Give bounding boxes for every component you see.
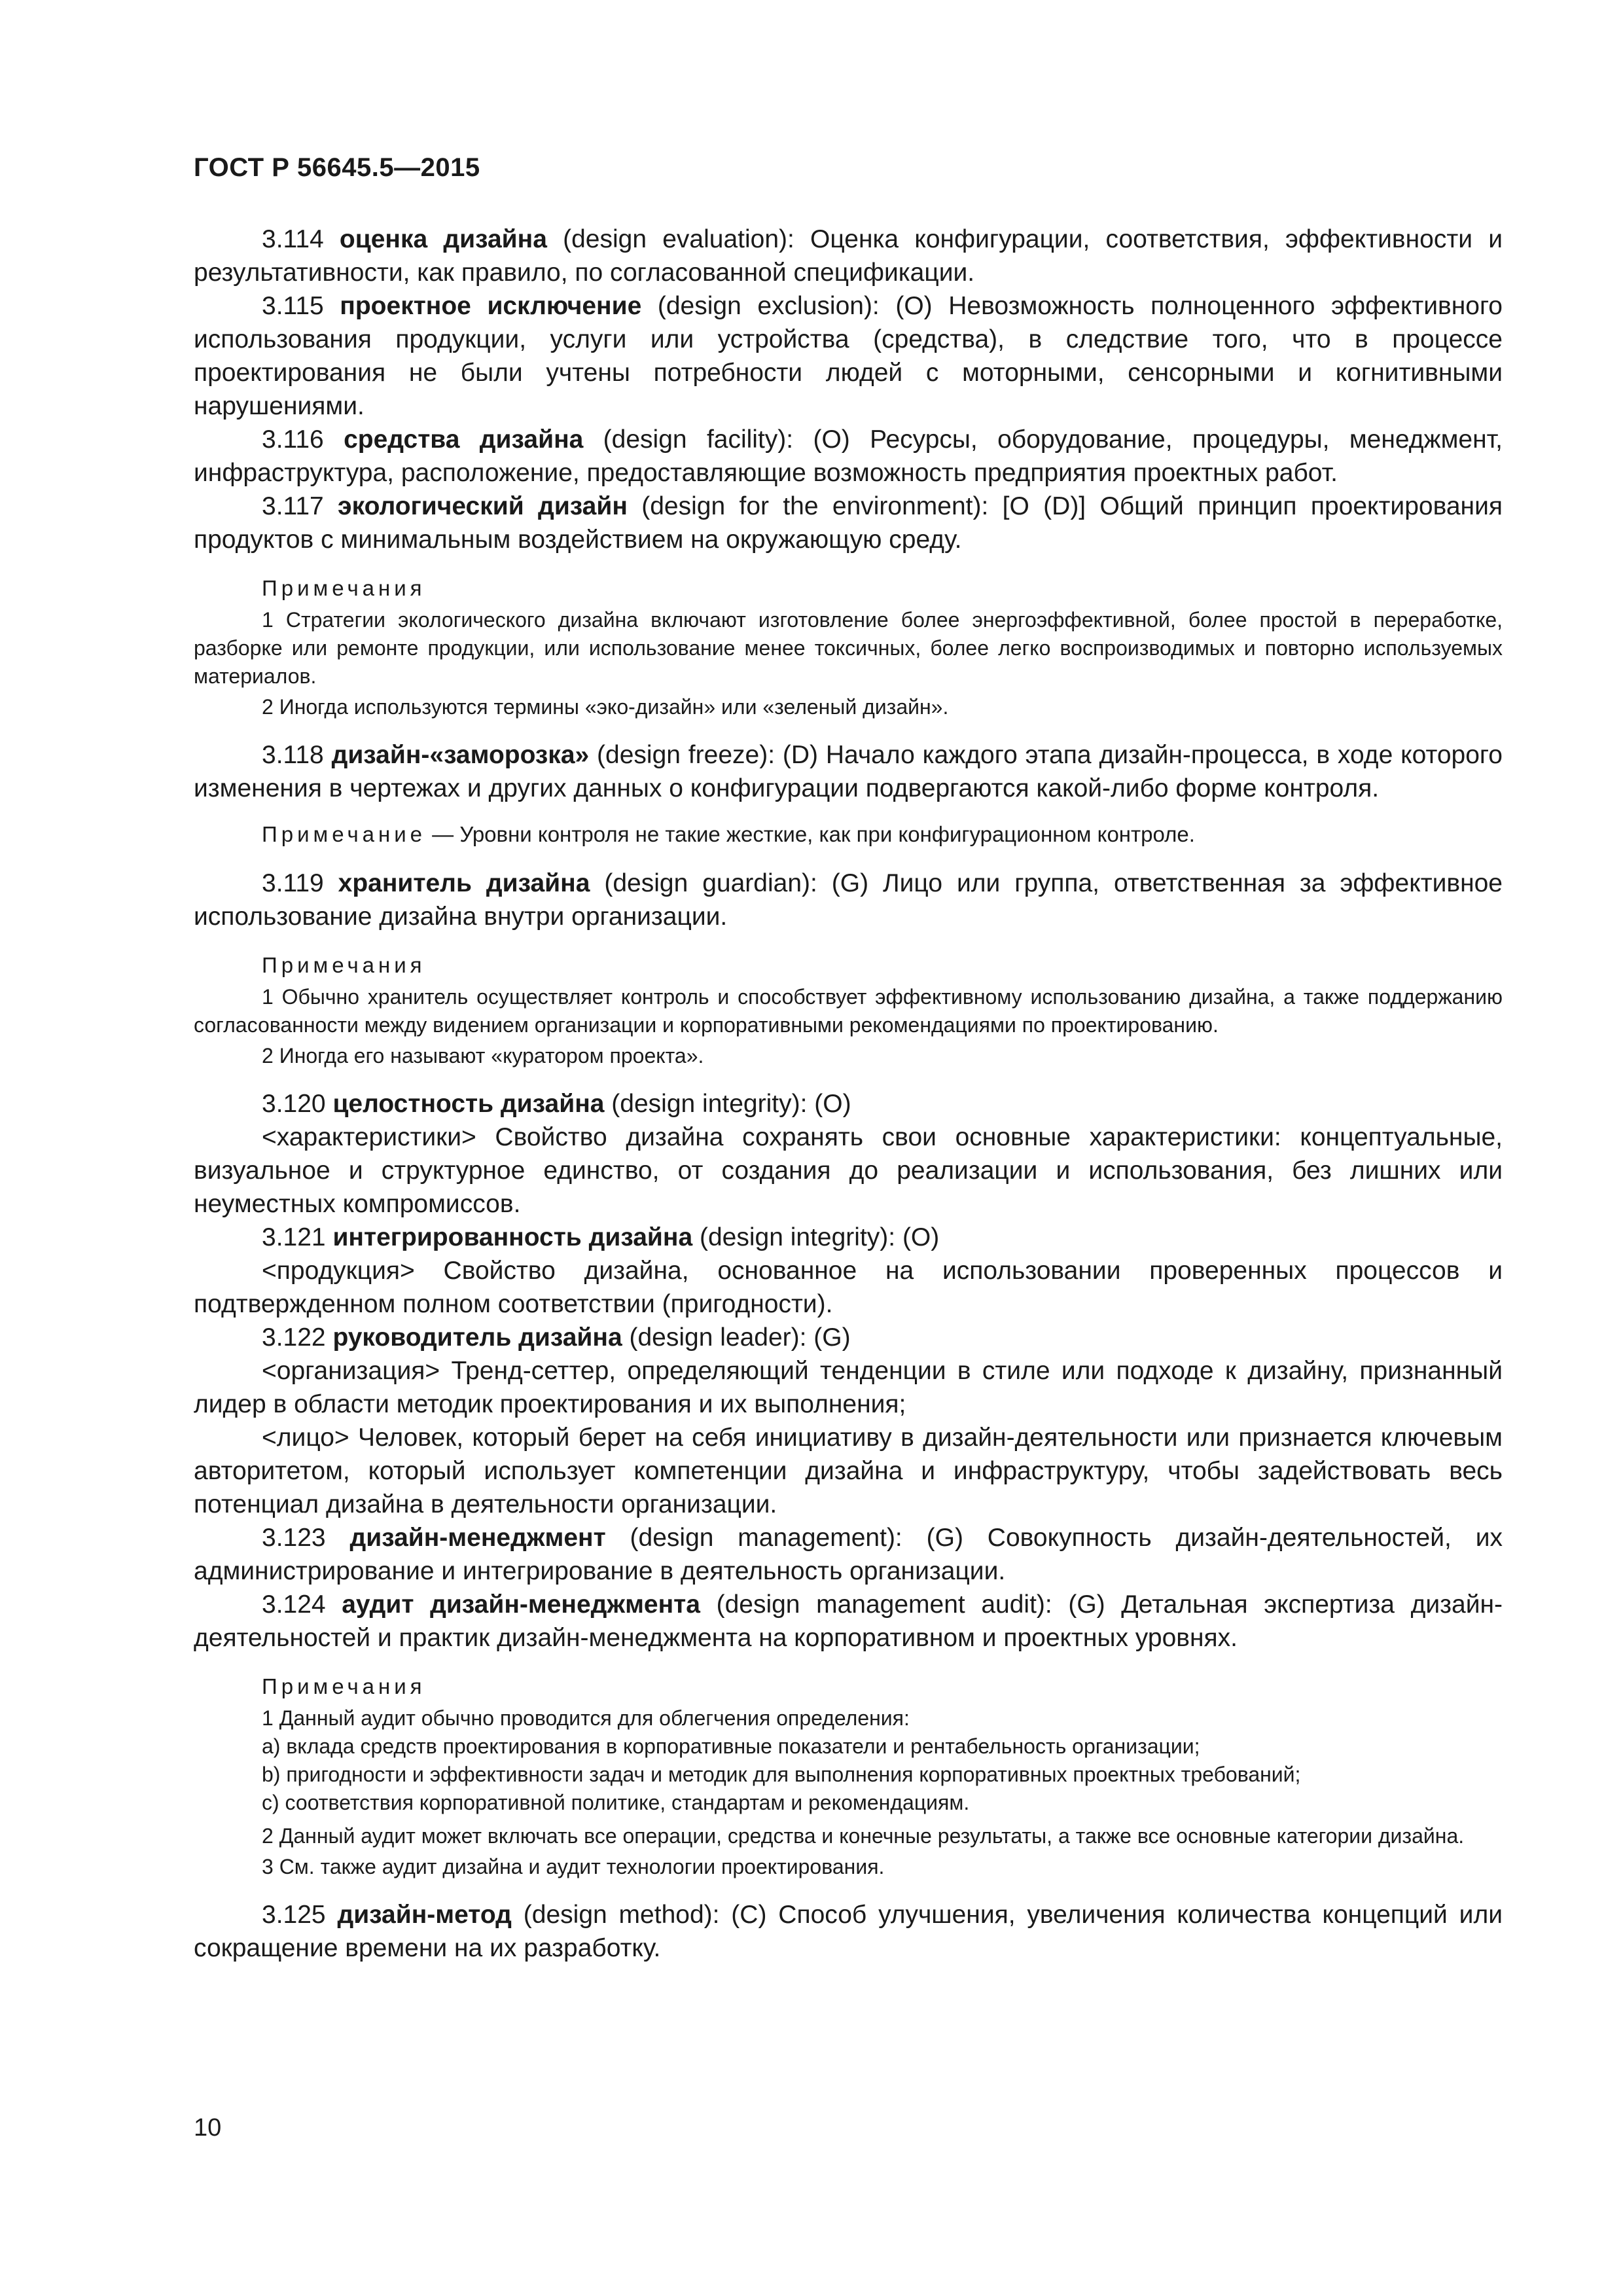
- notes-3-117: [194, 573, 1503, 721]
- definition-paragraph: <характеристики> Свойство дизайна сохранять свои основные характеристики: концептуальные, визуальное и структурное единство, от создания до реализации и использования, без лишних или неуместных компромиссов.: [194, 1123, 1503, 1218]
- entry-number: 3.115: [262, 292, 340, 320]
- definition-paragraph: <организация> Тренд-сеттер, определяющий тенденции в стиле или подходе к дизайну, признанный лидер в области методик проектирования и их выполнения;: [194, 1357, 1503, 1418]
- page-content: [194, 223, 1503, 1965]
- term-definition: (design management audit): (G) Детальная экспертиза дизайн-деятельностей и практик дизайн-менеджмента на корпоративном и проектных уровнях.: [194, 1590, 1503, 1652]
- entry-number: 3.117: [262, 492, 338, 520]
- term-entry-3-118: [194, 738, 1503, 805]
- term-name: интегрированность дизайна: [332, 1223, 693, 1251]
- note-item: 1 Данный аудит обычно проводится для облегчения определения:: [262, 1706, 910, 1730]
- term-name: целостность дизайна: [332, 1090, 605, 1118]
- term-entry-3-120: [194, 1087, 1503, 1121]
- note-item: 2 Иногда используются термины «эко-дизайн» или «зеленый дизайн».: [262, 695, 949, 719]
- definition-paragraph: <лицо> Человек, который берет на себя инициативу в дизайн-деятельности или признается ключевым авторитетом, который использует компетенции дизайна и инфраструктуру, чтобы задействовать весь потенциал дизайна в деятельности организации.: [194, 1424, 1503, 1518]
- term-definition: (design integrity): (O): [604, 1090, 851, 1118]
- note-item: 1 Стратегии экологического дизайна включают изготовление более энергоэффективной, более простой в переработке, разборке или ремонте продукции, или использование менее токсичных, более легко воспроизводимых и повторно используемых материалов.: [194, 608, 1503, 688]
- term-entry-3-115: [194, 289, 1503, 423]
- term-entry-3-125: [194, 1898, 1503, 1965]
- term-definition: (design facility): (O) Ресурсы, оборудование, процедуры, менеджмент, инфраструктура, расположение, предоставляющие возможность предприятия проектных работ.: [194, 425, 1503, 487]
- notes-3-119: [194, 950, 1503, 1070]
- notes-3-124: [194, 1672, 1503, 1881]
- note-subitem: b) пригодности и эффективности задач и методик для выполнения корпоративных проектных требований;: [262, 1763, 1301, 1786]
- note-3-118: [194, 819, 1503, 850]
- term-definition: (design guardian): (G) Лицо или группа, ответственная за эффективное использование дизайна внутри организации.: [194, 869, 1503, 931]
- entry-number: 3.119: [262, 869, 338, 897]
- notes-heading: Примечания: [262, 953, 426, 977]
- term-definition: (design for the environment): [O (D)] Общий принцип проектирования продуктов с минимальным воздействием на окружающую среду.: [194, 492, 1503, 554]
- term-definition: (design leader): (G): [622, 1323, 851, 1352]
- term-entry-3-123: [194, 1521, 1503, 1588]
- term-entry-3-121: [194, 1221, 1503, 1254]
- term-definition: (design freeze): (D) Начало каждого этапа дизайн-процесса, в ходе которого изменения в чертежах и других данных о конфигурации подвергаются какой-либо форме контроля.: [194, 741, 1503, 802]
- term-name: экологический дизайн: [338, 492, 628, 520]
- term-entry-3-116: [194, 423, 1503, 490]
- term-entry-3-117: [194, 490, 1503, 556]
- term-definition: (design evaluation): Оценка конфигурации, соответствия, эффективности и результативности, как правило, по согласованной спецификации.: [194, 225, 1503, 287]
- definition-paragraph: <продукция> Свойство дизайна, основанное на использовании проверенных процессов и подтвержденном полном соответствии (пригодности).: [194, 1257, 1503, 1318]
- term-definition: (design method): (C) Способ улучшения, увеличения количества концепций или сокращение времени на их разработку.: [194, 1901, 1503, 1962]
- term-name: средства дизайна: [344, 425, 584, 454]
- term-name: оценка дизайна: [339, 225, 547, 253]
- term-name: руководитель дизайна: [332, 1323, 622, 1352]
- entry-number: 3.123: [262, 1524, 350, 1552]
- entry-number: 3.114: [262, 225, 340, 253]
- term-name: дизайн-«заморозка»: [331, 741, 590, 769]
- term-definition: (design integrity): (O): [692, 1223, 940, 1251]
- entry-number: 3.125: [262, 1901, 338, 1929]
- notes-heading: Примечания: [262, 1674, 426, 1698]
- entry-number: 3.121: [262, 1223, 333, 1251]
- term-entry-3-122: [194, 1321, 1503, 1354]
- note-item: 3 См. также аудит дизайна и аудит технологии проектирования.: [262, 1855, 885, 1878]
- term-entry-3-124: [194, 1588, 1503, 1655]
- note-heading: Примечание: [262, 822, 427, 846]
- note-subitem: а) вклада средств проектирования в корпоративные показатели и рентабельность организации;: [262, 1734, 1200, 1758]
- standard-designation: ГОСТ Р 56645.5—2015: [194, 153, 480, 182]
- term-name: аудит дизайн-менеджмента: [342, 1590, 700, 1619]
- entry-number: 3.124: [262, 1590, 342, 1619]
- term-name: хранитель дизайна: [338, 869, 590, 897]
- term-name: дизайн-менеджмент: [349, 1524, 606, 1552]
- notes-heading: Примечания: [262, 576, 426, 600]
- term-definition: (design management): (G) Совокупность дизайн-деятельностей, их администрирование и интегрирование в деятельность организации.: [194, 1524, 1503, 1585]
- note-subitem: c) соответствия корпоративной политике, стандартам и рекомендациям.: [262, 1791, 970, 1814]
- note-item: 2 Данный аудит может включать все операции, средства и конечные результаты, а также все основные категории дизайна.: [262, 1824, 1465, 1848]
- page-number: 10: [194, 2114, 222, 2142]
- term-definition: (design exclusion): (O) Невозможность полноценного эффективного использования продукции, услуги или устройства (средства), в следствие того, что в процессе проектирования не были учтены потребности людей с моторными, сенсорными и когнитивными нарушениями.: [194, 292, 1503, 420]
- entry-number: 3.116: [262, 425, 344, 454]
- term-entry-3-114: [194, 223, 1503, 289]
- entry-number: 3.122: [262, 1323, 333, 1352]
- term-name: дизайн-метод: [337, 1901, 512, 1929]
- note-text: — Уровни контроля не такие жесткие, как при конфигурационном контроле.: [426, 822, 1195, 846]
- note-item: 2 Иногда его называют «куратором проекта».: [262, 1044, 704, 1067]
- term-name: проектное исключение: [340, 292, 642, 320]
- entry-number: 3.120: [262, 1090, 333, 1118]
- note-item: 1 Обычно хранитель осуществляет контроль и способствует эффективному использованию дизайна, а также поддержанию согласованности между видением организации и корпоративными рекомендациями по проектированию.: [194, 985, 1503, 1037]
- term-entry-3-119: [194, 867, 1503, 933]
- entry-number: 3.118: [262, 741, 332, 769]
